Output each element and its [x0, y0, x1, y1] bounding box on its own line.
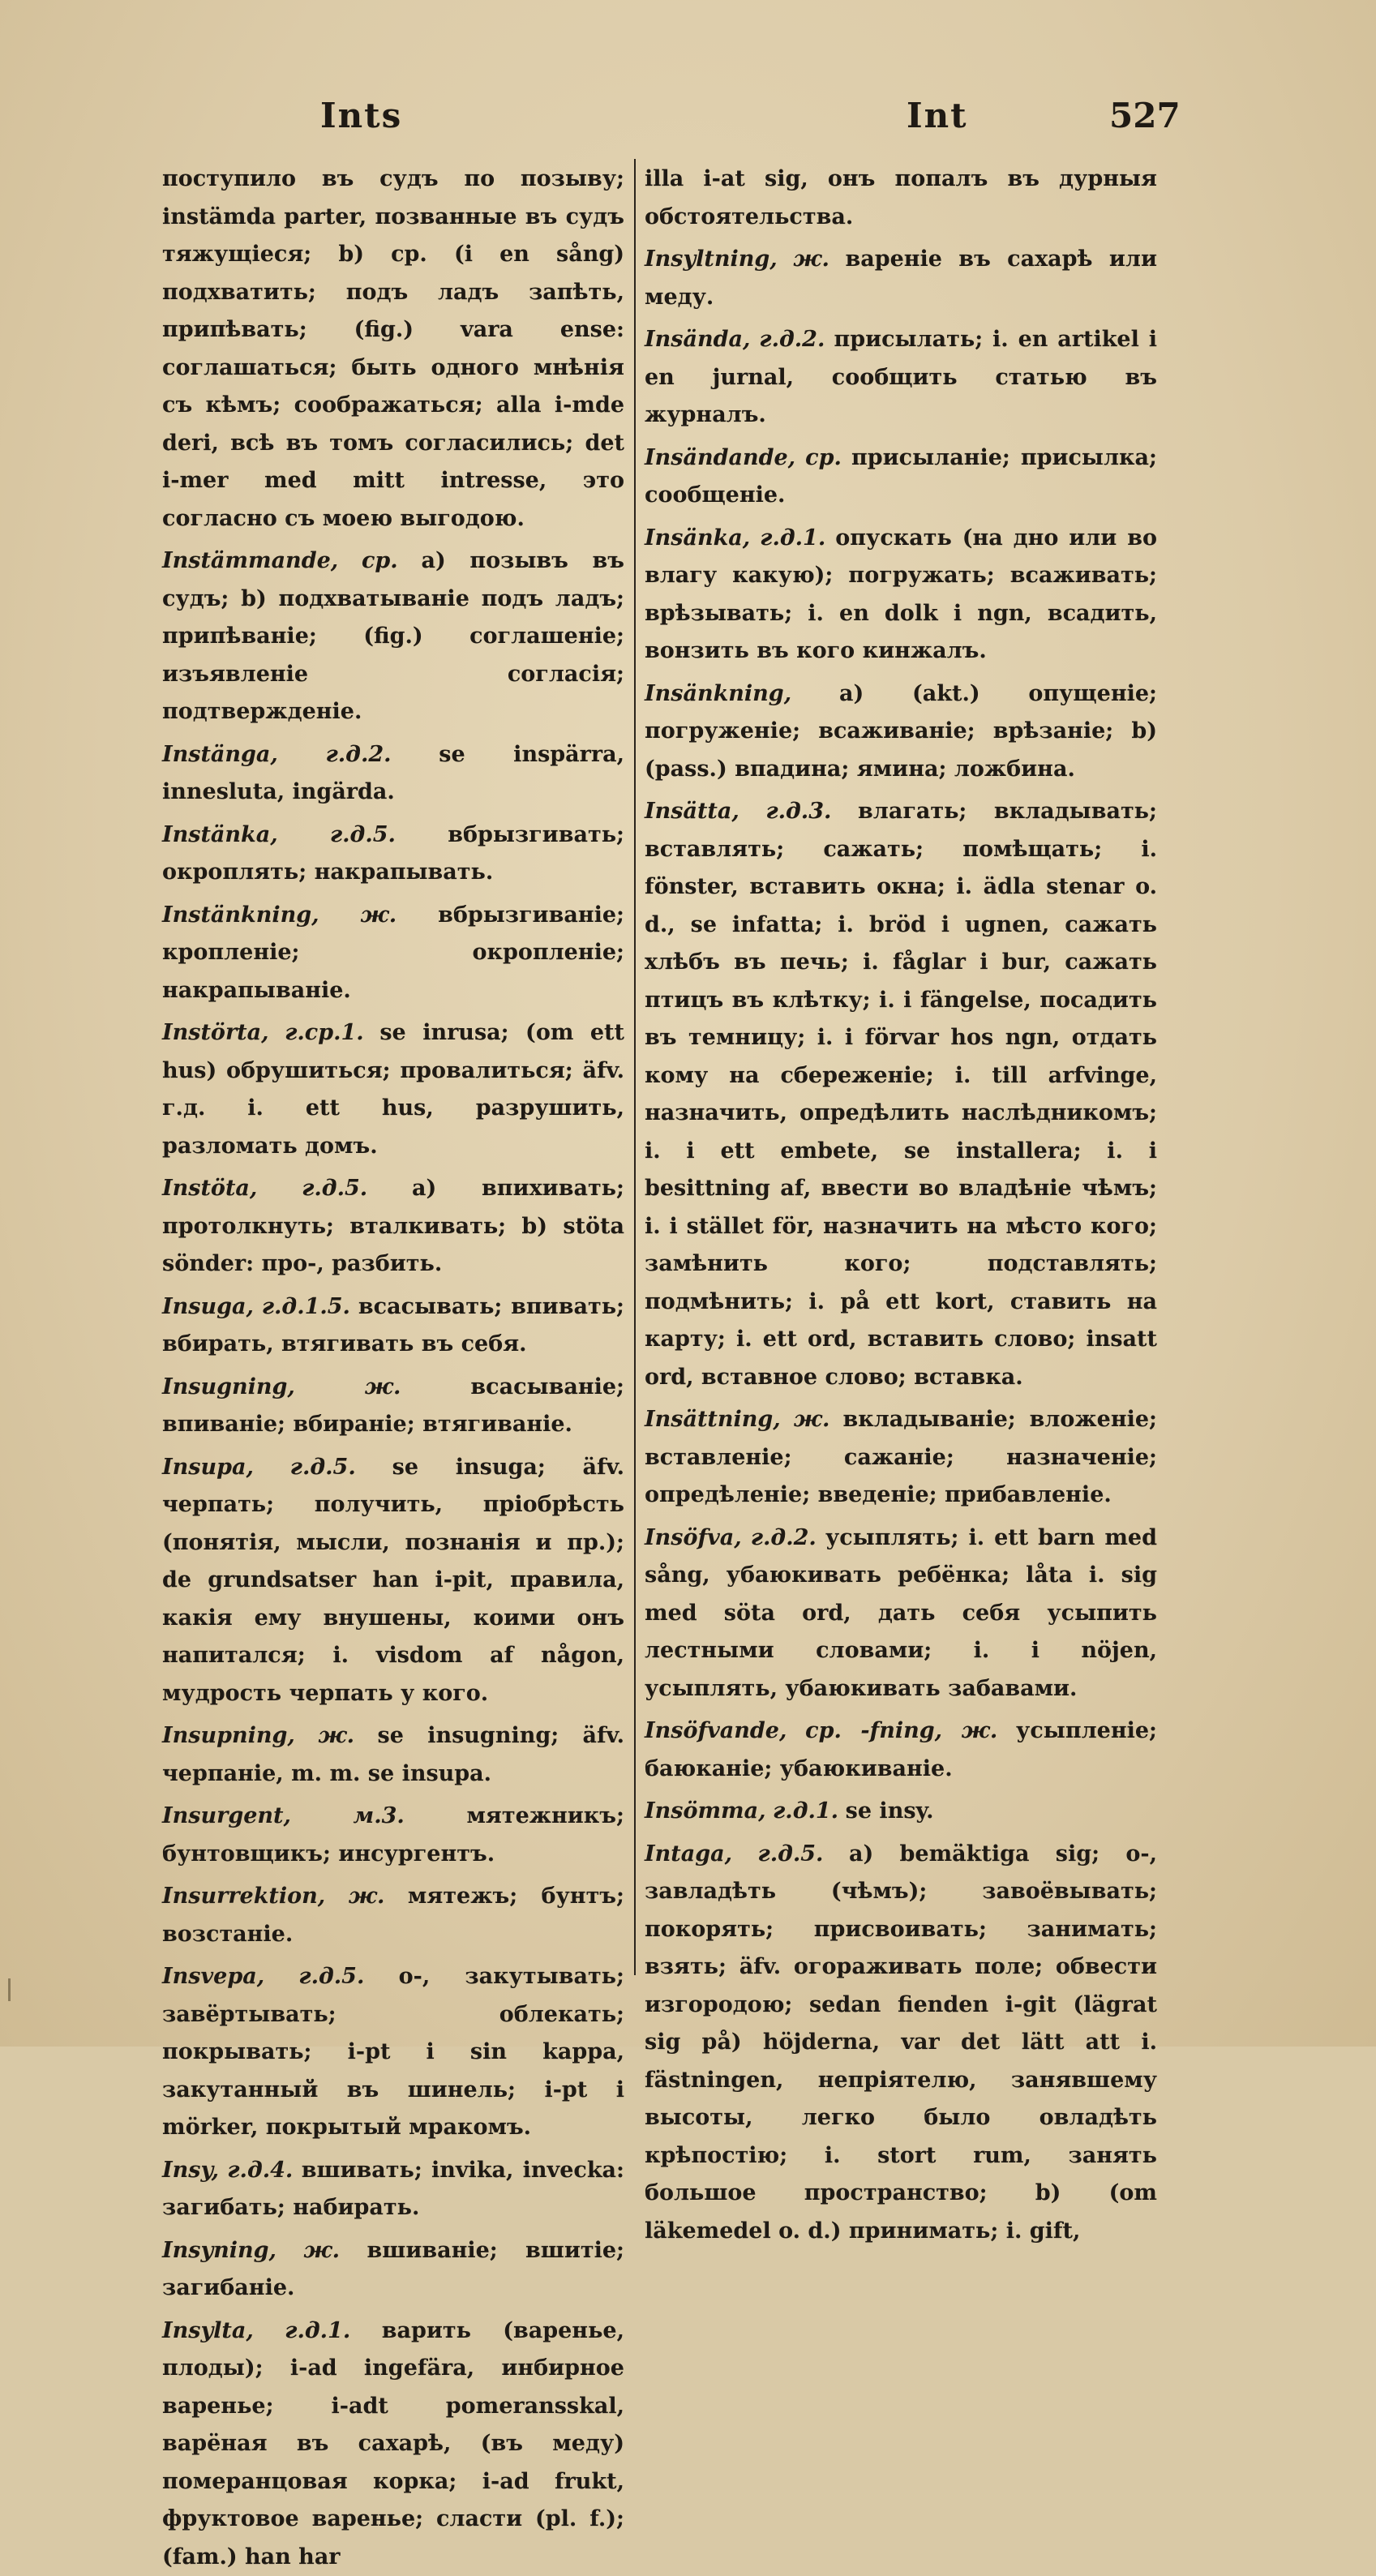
- grammar-label: г.д.2.: [326, 742, 392, 767]
- dictionary-entry: [645, 241, 1157, 316]
- headword: Instörta,: [162, 1020, 269, 1045]
- grammar-label: г.д.3.: [765, 799, 831, 824]
- grammar-label: г.д.2.: [751, 1525, 817, 1550]
- headword: Insändande,: [645, 445, 795, 470]
- grammar-label: ж.: [365, 1374, 401, 1399]
- dictionary-entry: [162, 1449, 624, 1713]
- definition-text: опускать (на дно или во влагу какую); погружать; всаживать; врѣзывать; i. en dolk i ngn, всадить, вонзить въ кого кинжалъ.: [645, 525, 1157, 664]
- definition-text: присылать; i. en artikel i en jurnal, сообщить статью въ журналъ.: [645, 327, 1157, 427]
- definition-text: вшивать; invika, invecka: загибать; набирать.: [162, 2158, 624, 2221]
- dictionary-entry: [645, 520, 1157, 671]
- dictionary-entry: [162, 2152, 624, 2227]
- headword: Insupning,: [162, 1723, 295, 1748]
- grammar-label: ср. -fning, ж.: [805, 1718, 997, 1743]
- dictionary-entry: [645, 1401, 1157, 1515]
- headword: Insurgent,: [162, 1803, 291, 1828]
- page-header: [0, 96, 1376, 144]
- definition-text: а) впихивать; протолкнуть; вталкивать; b) stöta sönder: про-, разбить.: [162, 1176, 624, 1276]
- headword: Insätta,: [645, 799, 739, 824]
- dictionary-entry: [162, 897, 624, 1010]
- headword: Insyning,: [162, 2238, 276, 2263]
- grammar-label: г.д.4.: [227, 2158, 293, 2183]
- definition-text: варить (варенье, плоды); i-ad ingefära, инбирное варенье; i-adt pomeransskal, варёная въ сахарѣ, (въ меду) померанцовая корка; i-ad frukt, фруктовое варенье; сласти (pl. f.); (fam.) han har: [162, 2318, 624, 2570]
- dictionary-entry: [162, 1717, 624, 1793]
- definition-text: вбрызгиваніе; кропленіе; окропленіе; накрапываніе.: [162, 902, 624, 1003]
- headword: Intaga,: [645, 1841, 732, 1867]
- grammar-label: г.д.1.5.: [262, 1294, 350, 1319]
- grammar-label: ср.: [362, 548, 398, 573]
- definition-text: влагать; вкладывать; вставлять; сажать; помѣщать; i. fönster, вставить окна; i. ädla stenar o. d., se infatta; i. bröd i ugnen, сажать хлѣбъ въ печь; i. fåglar i bur, сажать птицъ въ клѣтку; i. i fängelse, посадить въ темницу; i. i förvar hos ngn, отдать кому на сбереженіе; i. till arfvinge, назначить, опредѣлить наслѣдникомъ; i. i ett embete, se installera; i. i besittning af, ввести во владѣніе чѣмъ; i. i stället för, назначить на мѣсто кого; замѣнить кого; подставлять; подмѣнить; i. på ett kort, ставить на карту; i. ett ord, вставить слово; insatt ord, вставное слово; вставка.: [645, 799, 1157, 1390]
- headword: Insyltning,: [645, 246, 778, 272]
- dictionary-entry: [645, 1712, 1157, 1788]
- dictionary-entry: [162, 817, 624, 892]
- dictionary-entry: [645, 1793, 1157, 1831]
- grammar-label: г.д.5.: [302, 1176, 367, 1201]
- running-head-left: Ints: [320, 96, 402, 135]
- headword: Instänga,: [162, 742, 278, 767]
- grammar-label: г.ср.1.: [285, 1020, 364, 1045]
- definition-text: вкладываніе; вложеніе; вставленіе; сажаніе; назначеніе; опредѣленіе; введеніе; прибавленіе.: [645, 1407, 1157, 1507]
- headword: Insugning,: [162, 1374, 295, 1399]
- grammar-label: г.д.5.: [330, 822, 396, 847]
- grammar-label: м.3.: [354, 1803, 405, 1828]
- definition-text: вареніе въ сахарѣ или меду.: [645, 246, 1157, 310]
- definition-text: а) позывъ въ судъ; b) подхватываніе подъ ладъ; припѣваніе; (fig.) соглашеніе; изъявленіе согласія; подтвержденіе.: [162, 548, 624, 724]
- dictionary-entry: [162, 2312, 624, 2576]
- definition-text: мятежъ; бунтъ; возстаніе.: [162, 1884, 624, 1947]
- grammar-label: ж.: [318, 1723, 354, 1748]
- headword: Insuga,: [162, 1294, 254, 1319]
- dictionary-entry: [162, 1288, 624, 1364]
- headword: Insurrektion,: [162, 1884, 325, 1909]
- definition-text: вшиваніе; вшитіе; загибаніе.: [162, 2238, 624, 2301]
- grammar-label: ж.: [793, 246, 829, 272]
- dictionary-entry: [162, 1170, 624, 1284]
- definition-text: о-, закутывать; завёртывать; облекать; покрывать; i-pt i sin kappa, закутанный въ шинель; i-pt i mörker, покрытый мракомъ.: [162, 1964, 624, 2140]
- dictionary-entry: [645, 675, 1157, 789]
- headword: Insättning,: [645, 1407, 781, 1432]
- grammar-label: ж.: [360, 902, 397, 928]
- headword: Insöfva,: [645, 1525, 742, 1550]
- dictionary-entry: [162, 1958, 624, 2147]
- definition-text: se inspärra, innesluta, ingärda.: [162, 742, 624, 805]
- definition-text: усыпленіе; баюканіе; убаюкиваніе.: [645, 1718, 1157, 1781]
- left-column: [162, 161, 624, 2001]
- dictionary-entry: [162, 736, 624, 812]
- grammar-label: г.д.1.: [760, 525, 825, 551]
- definition-text: se inrusa; (om ett hus) обрушиться; провалиться; äfv. г.д. i. ett hus, разрушить, разломать домъ.: [162, 1020, 624, 1159]
- definition-text: illa i-at sig, онъ попалъ въ дурныя обстоятельства.: [645, 166, 1157, 229]
- headword: Insupa,: [162, 1455, 254, 1480]
- definition-text: se insuga; äfv. черпать; получить, пріобрѣсть (понятія, мысли, познанія и пр.); de grundsatser han i-pit, правила, какія ему внушены, коими онъ напитался; i. visdom af någon, мудрость черпать у кого.: [162, 1455, 624, 1706]
- headword: Instänka,: [162, 822, 278, 847]
- margin-mark: [8, 1978, 11, 2001]
- headword: Instänkning,: [162, 902, 319, 928]
- definition-text: вбрызгивать; окроплять; накрапывать.: [162, 822, 624, 885]
- definition-text: se insugning; äfv. черпаніе, m. m. se insupa.: [162, 1723, 624, 1786]
- dictionary-entry: [645, 793, 1157, 1396]
- grammar-label: г.д.5.: [758, 1841, 824, 1867]
- definition-text: se insy.: [846, 1798, 934, 1824]
- dictionary-entry: [162, 2232, 624, 2308]
- grammar-label: ж.: [303, 2238, 340, 2263]
- dictionary-entry: [645, 1519, 1157, 1708]
- definition-text: а) (akt.) опущеніе; погруженіе; всаживаніе; врѣзаніе; b) (pass.) впадина; ямина; ложбина.: [645, 681, 1157, 782]
- headword: Insy,: [162, 2158, 219, 2183]
- headword: Instöta,: [162, 1176, 257, 1201]
- grammar-label: г.д.5.: [298, 1964, 364, 1989]
- definition-text: всасываніе; впиваніе; вбираніе; втягиваніе.: [162, 1374, 624, 1438]
- dictionary-entry: [162, 1014, 624, 1165]
- headword: Insöfvande,: [645, 1718, 787, 1743]
- page-number: 527: [1109, 96, 1181, 135]
- definition-text: усыплять; i. ett barn med sång, убаюкивать ребёнка; låta i. sig med söta ord, дать себя усыпить лестными словами; i. i nöjen, усыплять, убаюкивать забавами.: [645, 1525, 1157, 1701]
- column-divider: [634, 159, 636, 1975]
- dictionary-entry: [645, 1836, 1157, 2251]
- headword: Insänkning,: [645, 681, 791, 706]
- headword: Insända,: [645, 327, 750, 352]
- headword: Insömma,: [645, 1798, 766, 1824]
- definition-text: мятежникъ; бунтовщикъ; инсургентъ.: [162, 1803, 624, 1867]
- headword: Insvepa,: [162, 1964, 264, 1989]
- dictionary-entry: [162, 542, 624, 731]
- grammar-label: ж.: [349, 1884, 385, 1909]
- entry-continuation: [645, 161, 1157, 236]
- dictionary-entry: [162, 1798, 624, 1873]
- definition-text: присыланіе; присылка; сообщеніе.: [645, 445, 1157, 508]
- grammar-label: ср.: [805, 445, 842, 470]
- grammar-label: ж.: [794, 1407, 830, 1432]
- running-head-right: Int: [907, 96, 968, 135]
- definition-text: поступило въ судъ по позыву; instämda parter, позванные въ судъ тяжущіеся; b) ср. (i en sång) подхватить; подъ ладъ запѣть, припѣвать; (fig.) vara ense: соглашаться; быть одного мнѣнія съ кѣмъ; соображаться; alla i-mde deri, всѣ въ томъ согласились; det i-mer med mitt intresse, это согласно съ моею выгодою.: [162, 166, 624, 531]
- grammar-label: г.д.2.: [759, 327, 825, 352]
- grammar-label: г.д.1.: [773, 1798, 838, 1824]
- dictionary-entry: [645, 439, 1157, 515]
- dictionary-entry: [162, 1878, 624, 1953]
- dictionary-entry: [645, 321, 1157, 435]
- headword: Insänka,: [645, 525, 750, 551]
- definition-text: всасывать; впивать; вбирать, втягивать въ себя.: [162, 1294, 624, 1357]
- dictionary-entry: [162, 1369, 624, 1444]
- entry-continuation: [162, 161, 624, 538]
- headword: Instämmande,: [162, 548, 338, 573]
- definition-text: а) bemäktiga sig; о-, завладѣть (чѣмъ); завоёвывать; покорять; присвоивать; занимать; взять; äfv. огораживать поле; обвести изгородою; sedan fienden i-git (lägrat sig på) höjderna, var det lätt att i. fästningen, непріятелю, занявшему высоты, легко было овладѣть крѣпостію; i. stort rum, занять большое пространство; b) (om läkemedel o. d.) принимать; i. gift,: [645, 1841, 1157, 2244]
- grammar-label: г.д.1.: [285, 2318, 350, 2343]
- right-column: [645, 161, 1157, 2001]
- grammar-label: г.д.5.: [290, 1455, 356, 1480]
- headword: Insylta,: [162, 2318, 254, 2343]
